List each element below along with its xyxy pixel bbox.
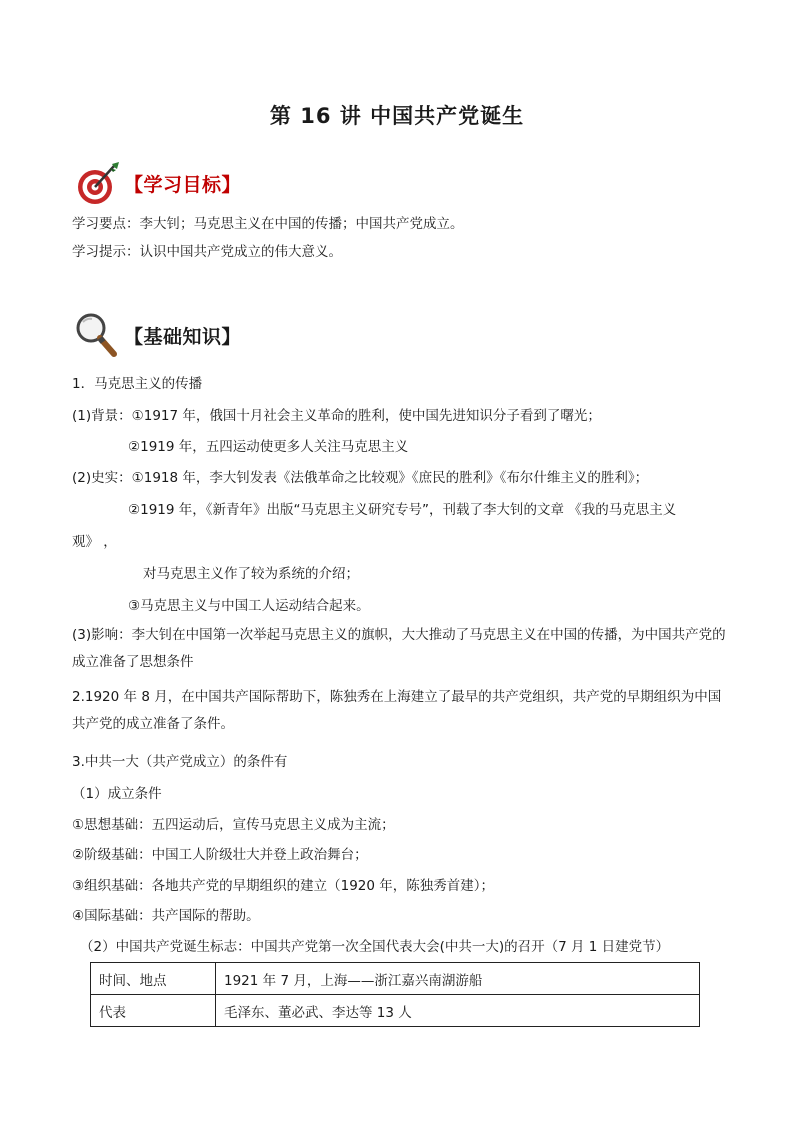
page-title: 第 16 讲 中国共产党诞生 [269,104,525,128]
table-cell-key: 代表 [91,995,216,1027]
text-line: ①思想基础：五四运动后，宣传马克思主义成为主流； [72,817,395,833]
study-tips: 学习提示：认识中国共产党成立的伟大意义。 [72,244,342,260]
table-cell-value: 毛泽东、董必武、李达等 13 人 [216,995,700,1027]
text-line: 1．马克思主义的传播 [72,376,203,392]
text-paragraph: 2.1920 年 8 月，在中国共产国际帮助下，陈独秀在上海建立了最早的共产党组织，共产党的早期组织为中国共产党的成立准备了条件。 [72,689,722,732]
text-line: （2）中国共产党诞生标志：中国共产党第一次全国代表大会(中共一大)的召开（7 月 1 日建党节） [80,939,670,955]
text-line: 3.中共一大（共产党成立）的条件有 [72,754,288,770]
section-basic-knowledge [72,310,241,360]
section-heading: 【基础知识】 [124,325,242,348]
target-dart-icon [72,158,122,208]
table-cell-value: 1921 年 7 月，上海——浙江嘉兴南湖游船 [216,963,700,995]
study-points: 学习要点：李大钊；马克思主义在中国的传播；中国共产党成立。 [72,216,464,232]
text-line: 对马克思主义作了较为系统的介绍； [143,566,359,582]
text-line: (2)史实：①1918 年，李大钊发表《法俄革命之比较观》《庶民的胜利》《布尔什维主义的胜利》； [72,470,649,486]
congress-info-table [90,962,700,1027]
text-line: (1)背景：①1917 年，俄国十月社会主义革命的胜利，使中国先进知识分子看到了曙光； [72,408,601,424]
text-line: （1）成立条件 [72,786,162,802]
text-line: ②阶级基础：中国工人阶级壮大并登上政治舞台； [72,847,368,863]
text-paragraph: (3)影响：李大钊在中国第一次举起马克思主义的旗帜，大大推动了马克思主义在中国的传播，为中国共产党的成立准备了思想条件 [72,627,726,670]
magnifier-icon [72,310,122,360]
section-heading: 【学习目标】 [124,173,242,196]
text-line: ②1919 年，《新青年》出版“马克思主义研究专号”，刊载了李大钊的文章 《我的马克思主义 [128,502,677,518]
table-row [91,963,700,995]
table-cell-key: 时间、地点 [91,963,216,995]
text-line: ②1919 年，五四运动使更多人关注马克思主义 [128,439,409,455]
text-line: ③组织基础：各地共产党的早期组织的建立（1920 年，陈独秀首建）； [72,878,494,894]
text-line: ④国际基础：共产国际的帮助。 [72,908,260,924]
text-line: ③马克思主义与中国工人运动结合起来。 [128,598,370,614]
section-learning-goals [72,158,241,208]
text-line: 观》 ， [72,534,117,550]
table-row [91,995,700,1027]
